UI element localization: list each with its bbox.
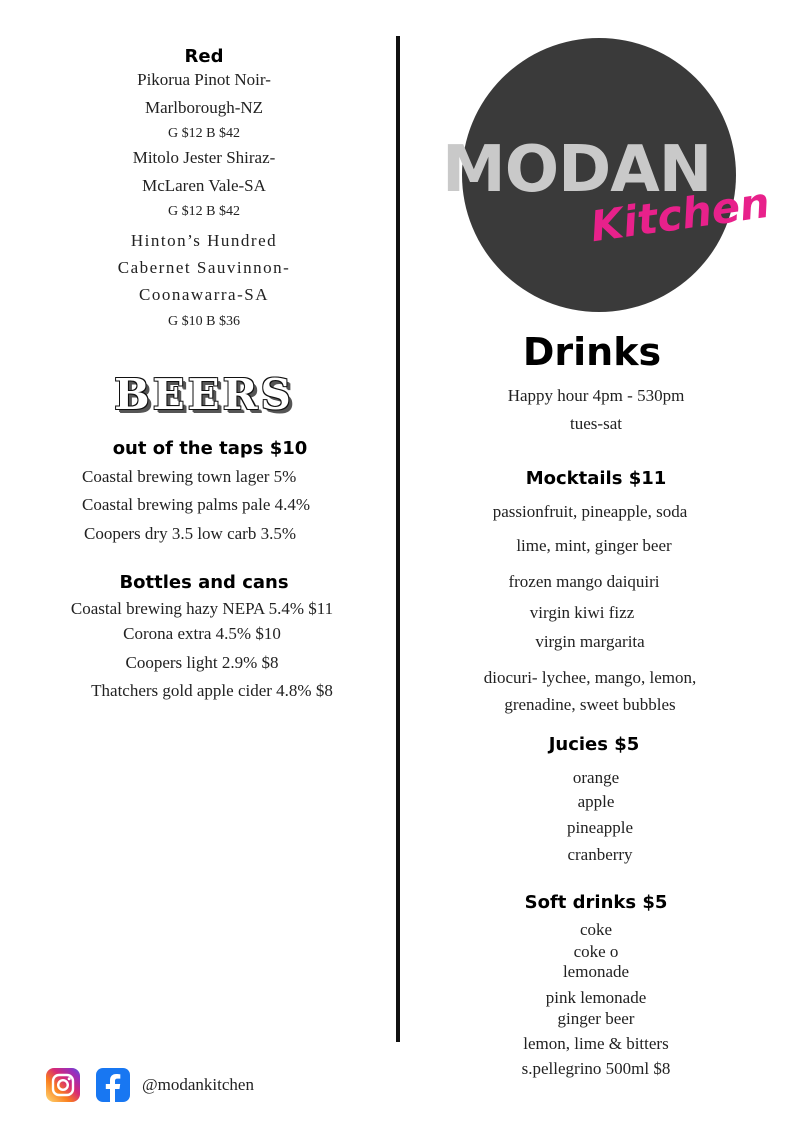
soft-drink-item: s.pellegrino 500ml $8 [521,1059,671,1078]
mocktails-heading: Mocktails $11 [525,468,667,489]
soft-drink-item: pink lemonade [545,988,647,1007]
logo-sub: Kitchen [587,177,773,252]
drinks-title: Drinks [522,330,662,374]
tap-item: Coopers dry 3.5 low carb 3.5% [84,524,296,543]
soft-drinks-heading: Soft drinks $5 [524,892,668,913]
bottle-item: Coopers light 2.9% $8 [125,653,279,672]
juices-heading: Jucies $5 [548,734,640,755]
instagram-icon[interactable] [46,1068,80,1102]
wine-3-name: Hinton’s Hundred [130,231,278,250]
logo [442,133,773,252]
mocktail-item: virgin kiwi fizz [529,603,635,622]
wine-3-price: G $10 B $36 [168,314,240,329]
wine-2-price: G $12 B $42 [168,204,240,219]
wine-1-price: G $12 B $42 [168,126,240,141]
bottles-heading: Bottles and cans [119,572,289,593]
wine-2-region: McLaren Vale-SA [142,176,266,195]
soft-drink-item: ginger beer [557,1009,635,1028]
mocktail-item: virgin margarita [535,632,645,651]
social-handle[interactable]: @modankitchen [142,1075,254,1094]
juice-item: pineapple [566,818,634,837]
juice-item: apple [577,792,615,811]
soft-drink-item: lemonade [562,962,630,981]
happy-hour: Happy hour 4pm - 530pm [507,386,685,405]
mocktail-item: grenadine, sweet bubbles [504,695,676,714]
facebook-icon[interactable] [96,1068,130,1102]
column-divider [396,36,400,1042]
bottle-item: Thatchers gold apple cider 4.8% $8 [91,681,333,700]
soft-drink-item: coke [579,920,613,939]
tap-item: Coastal brewing palms pale 4.4% [82,495,311,514]
logo-brand: MODAN [442,133,712,207]
wine-3-region: Coonawarra-SA [139,285,269,304]
juice-item: cranberry [567,845,633,864]
tap-item: Coastal brewing town lager 5% [82,467,297,486]
mocktail-item: passionfruit, pineapple, soda [492,502,688,521]
mocktail-item: lime, mint, ginger beer [516,536,672,555]
wine-2-name: Mitolo Jester Shiraz- [132,148,276,167]
wine-1-region: Marlborough-NZ [144,98,264,117]
red-heading: Red [184,46,224,67]
bottle-item: Corona extra 4.5% $10 [123,624,281,643]
juice-item: orange [572,768,620,787]
wine-3-name-2: Cabernet Sauvinnon- [117,258,291,277]
soft-drink-item: coke o [573,942,619,961]
soft-drink-item: lemon, lime & bitters [523,1034,669,1053]
taps-heading: out of the taps $10 [112,438,308,459]
happy-hour-days: tues-sat [570,414,622,433]
bottle-item: Coastal brewing hazy NEPA 5.4% $11 [70,599,334,618]
wine-1-name: Pikorua Pinot Noir- [137,70,271,89]
beers-title: BEERS [114,370,294,419]
mocktail-item: frozen mango daiquiri [508,572,660,591]
mocktail-item: diocuri- lychee, mango, lemon, [483,668,697,687]
